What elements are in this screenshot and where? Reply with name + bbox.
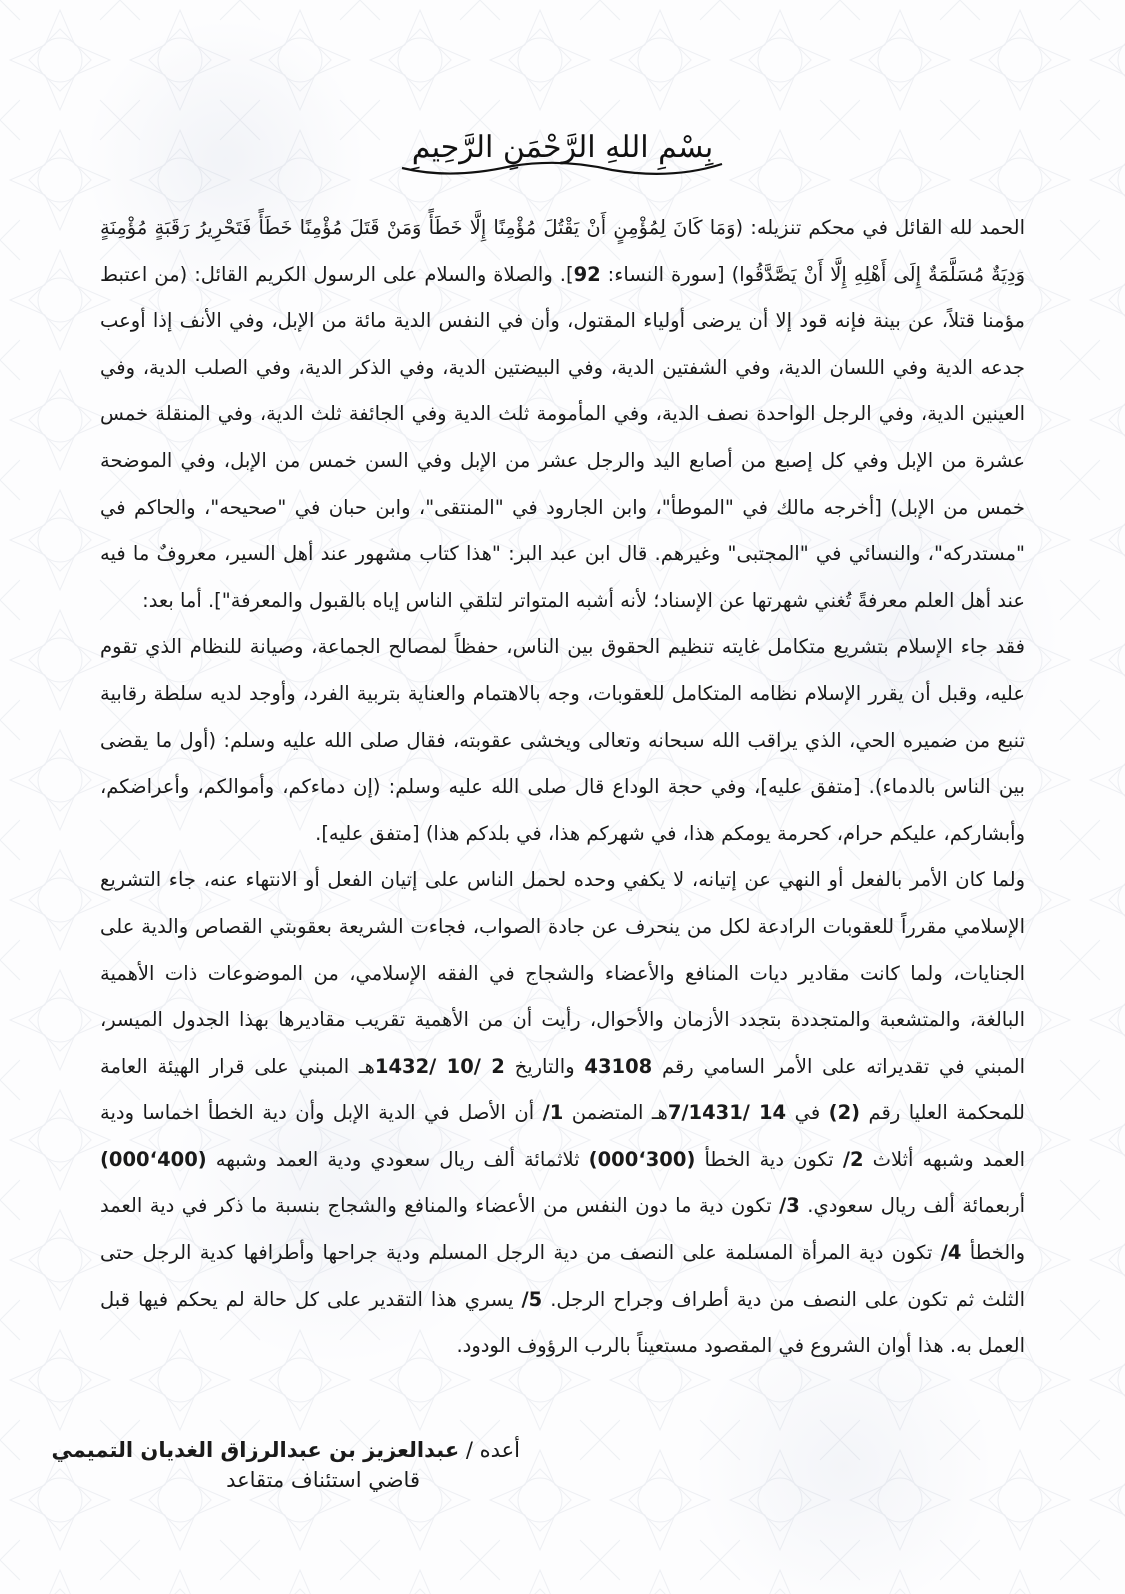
surah-verse-ref: 92 bbox=[573, 262, 601, 286]
court-decision-date: 14 /7/1431 bbox=[667, 1101, 787, 1125]
rules-text: والتاريخ bbox=[504, 1054, 585, 1078]
rules-text: يسري هذا التقدير على كل حالة لم يحكم فيها قبل العمل به. هذا أوان الشروع في المقصود مستعيناً بالرب الرؤوف الودود. bbox=[100, 1287, 1025, 1358]
rules-text: في bbox=[786, 1101, 829, 1125]
intro-text: الحمد لله القائل في محكم تنزيله: (وَمَا كَانَ لِمُؤْمِنٍ أَنْ يَقْتُلَ مُؤْمِنًا إِلَّا خَطَأً وَمَنْ قَتَلَ مُؤْمِنًا خَطَأً فَتَحْرِيرُ رَقَبَةٍ مُؤْمِنَةٍ وَدِيَةٌ مُسَلَّمَةٌ إِلَى أَهْلِهِ إِلَّا أَنْ يَصَّدَّقُوا) [سورة النساء: bbox=[100, 216, 1025, 286]
rules-text: تكون دية المرأة المسلمة على النصف من دية الرجل المسلم ودية جراحها وأطرافها كدية الرجل حتى الثلث ثم تكون على النصف من دية أطراف وجراح الرجل. bbox=[100, 1241, 1025, 1311]
rules-text: تكون دية ما دون النفس من الأعضاء والمنافع والشجاج بنسبة ما ذكر في دية العمد والخطأ bbox=[100, 1194, 1025, 1265]
signature-block bbox=[51, 1438, 520, 1492]
diya-amd-amount: (400‘000) bbox=[100, 1147, 207, 1171]
intro-text-continued: ]. والصلاة والسلام على الرسول الكريم القائل: (من اعتبط مؤمنا قتلاً، عن بينة فإنه قود إلا أن يرضى أولياء المقتول، وأن في النفس الدية مائة من الإبل، وفي الأنف إذا أوعب جدعه الدية وفي اللسان الدية، وفي الشفتين الدية، وفي البيضتين الدية، وفي الذكر الدية، وفي الصلب الدية، وفي العينين الدية، وفي الرجل الواحدة نصف الدية، وفي المأمومة ثلث الدية وفي الجائفة ثلث الدية، وفي المنقلة خمس عشرة من الإبل وفي كل إصبع من أصابع اليد والرجل عشر من الإبل وفي السن خمس من الإبل، وفي الموضحة خمس من الإبل) [أخرجه مالك في "الموطأ"، وابن الجارود في "المنتقى"، وابن حبان في "صحيحه"، والحاكم في "مستدركه"، والنسائي في "المجتبى" وغيرهم. قال ابن عبد البر: "هذا كتاب مشهور عند أهل السير، معروفٌ ما فيه عند أهل العلم معرفةً تُغني شهرتها عن الإسناد؛ لأنه أشبه المتواتر لتلقي الناس إياه بالقبول والمعرفة"]. أما بعد: bbox=[100, 262, 1025, 612]
paragraph-diya-rules bbox=[100, 857, 1025, 1370]
royal-order-date: 2 /10 /1432 bbox=[374, 1054, 505, 1078]
clause-number: 3/ bbox=[779, 1194, 800, 1218]
clause-number: 4/ bbox=[940, 1241, 962, 1265]
clause-number: 1/ bbox=[542, 1101, 564, 1125]
diya-khata-amount: (300‘000) bbox=[588, 1147, 696, 1171]
rules-text: هـ المتضمن bbox=[563, 1101, 668, 1125]
court-decision-number: (2) bbox=[828, 1101, 861, 1125]
author-line bbox=[51, 1438, 520, 1462]
basmala-heading: بِسْمِ اللهِ الرَّحْمَنِ الرَّحِيمِ bbox=[411, 130, 714, 165]
paragraph-islamic-legislation: فقد جاء الإسلام بتشريع متكامل غايته تنظيم الحقوق بين الناس، حفظاً لمصالح الجماعة، وصيانة للنظام الذي تقوم عليه، وقبل أن يقرر الإسلام نظامه المتكامل للعقوبات، وجه بالاهتمام والعناية بتربية الفرد، وأوجد لديه سلطة رقابية تنبع من ضميره الحي، الذي يراقب الله سبحانه وتعالى ويخشى عقوبته، فقال صلى الله عليه وسلم: (أول ما يقضى بين الناس بالدماء). [متفق عليه]، وفي حجة الوداع قال صلى الله عليه وسلم: (إن دماءكم، وأموالكم، وأعراضكم، وأبشاركم، عليكم حرام، كحرمة يومكم هذا، في شهركم هذا، في بلدكم هذا) [متفق عليه]. bbox=[100, 635, 1025, 845]
rules-text: أربعمائة ألف ريال سعودي. bbox=[799, 1194, 1025, 1218]
paragraph-intro bbox=[100, 205, 1025, 624]
author-title: قاضي استئناف متقاعد bbox=[226, 1468, 420, 1492]
clause-number: 2/ bbox=[842, 1147, 864, 1171]
rules-text: ثلاثمائة ألف ريال سعودي ودية العمد وشبهه bbox=[206, 1147, 589, 1171]
rules-text: هـ المبني على قرار الهيئة العامة للمحكمة العليا رقم bbox=[100, 1054, 1025, 1125]
author-prefix: أعده / bbox=[459, 1438, 520, 1462]
document-body bbox=[100, 205, 1025, 1370]
rules-text: تكون دية الخطأ bbox=[695, 1147, 843, 1171]
clause-number: 5/ bbox=[521, 1287, 543, 1311]
royal-order-number: 43108 bbox=[584, 1054, 653, 1078]
rules-text: أن الأصل في الدية الإبل وأن دية الخطأ اخماسا ودية العمد وشبهه أثلاث bbox=[100, 1101, 1026, 1171]
author-name: عبدالعزيز بن عبدالرزاق الغديان التميمي bbox=[51, 1438, 460, 1462]
rules-text: ولما كان الأمر بالفعل أو النهي عن إتيانه، لا يكفي وحده لحمل الناس على إتيان الفعل أو الانتهاء عنه، جاء التشريع الإسلامي مقرراً للعقوبات الرادعة لكل من ينحرف عن جادة الصواب، فجاءت الشريعة بعقوبتي القصاص والدية على الجنايات، ولما كانت مقادير ديات المنافع والأعضاء والشجاج في الفقه الإسلامي، من الموضوعات ذات الأهمية البالغة، والمتشعبة والمتجددة بتجدد الأزمان والأحوال، رأيت أن من الأهمية تقريب مقاديرها بهذا الجدول الميسر، المبني في تقديراته على الأمر السامي رقم bbox=[100, 868, 1025, 1078]
